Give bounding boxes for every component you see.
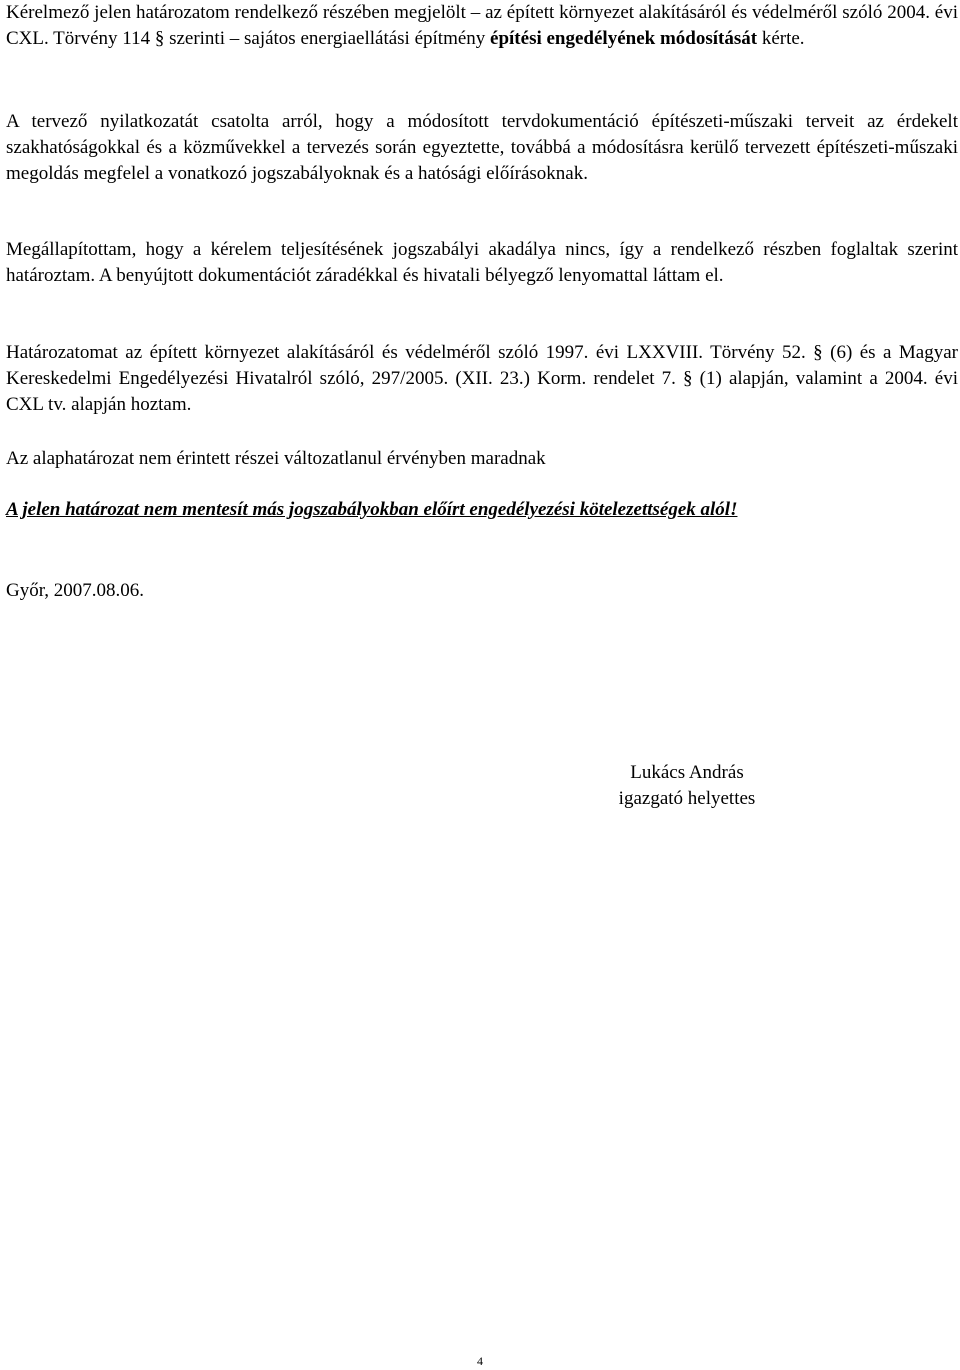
paragraph-request-text-a: Kérelmező jelen határozatom rendelkező részében megjelölt – az épített környezet alakításáról és védelméről szóló 2004. évi CXL. Törvény 114 § szerinti – sajátos energiaellátási építmény (6, 2, 958, 49)
signatory-title: igazgató helyettes (618, 788, 756, 809)
paragraph-finding: Megállapítottam, hogy a kérelem teljesítésének jogszabályi akadálya nincs, így a rendelkező részben foglaltak szerint határoztam. A benyújtott dokumentációt záradékkal és hivatali bélyegző lenyomattal láttam el. (6, 239, 958, 286)
page-number: 4 (477, 1354, 483, 1368)
paragraph-designer-statement: A tervező nyilatkozatát csatolta arról, hogy a módosított tervdokumentáció építészeti-műszaki terveit az érdekelt szakhatóságokkal és a közművekkel a tervezés során egyeztette, továbbá a módosításra kerülő tervezett építészeti-műszaki megoldás megfelel a vonatkozó jogszabályoknak és a hatósági előírásoknak. (6, 111, 958, 184)
signatory-name: Lukács András (630, 762, 744, 783)
place-date: Győr, 2007.08.06. (6, 580, 145, 601)
paragraph-unaffected-parts: Az alaphatározat nem érintett részei változatlanul érvényben maradnak (6, 448, 546, 469)
paragraph-request-text-b: kérte. (757, 28, 805, 49)
signature-block (602, 760, 772, 812)
paragraph-legal-basis: Határozatomat az épített környezet alakításáról és védelméről szóló 1997. évi LXXVIII. Törvény 52. § (6) és a Magyar Kereskedelmi Engedélyezési Hivatalról szóló, 297/2005. (XII. 23.) Korm. rendelet 7. § (1) alapján, valamint a 2004. évi CXL tv. alapján hoztam. (6, 342, 958, 415)
paragraph-request-bold: építési engedélyének módosítását (490, 28, 758, 49)
paragraph-notice: A jelen határozat nem mentesít más jogszabályokban előírt engedélyezési kötelezettségek alól! (6, 499, 738, 520)
paragraph-request (6, 0, 958, 52)
